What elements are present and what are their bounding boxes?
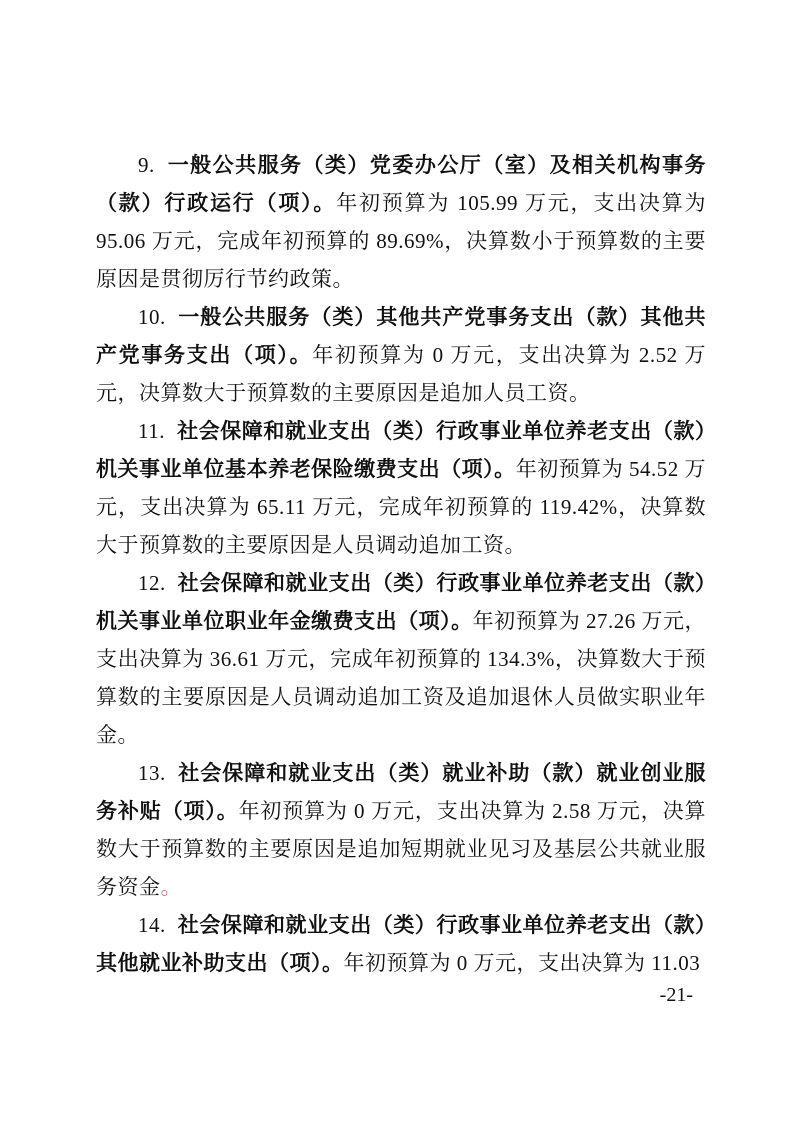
paragraph-heading: 一般公共服务（类）其他共产党事务支出（款）其他共产党事务支出（项）。 (96, 305, 706, 367)
paragraph-number: 14. (138, 913, 166, 937)
paragraph-number: 11. (138, 419, 165, 443)
paragraph-number: 10. (138, 305, 166, 329)
paragraph-body: 年初预算为 0 万元，支出决算为 2.58 万元，决算数大于预算数的主要原因是追加短期就业见习及基层公共就业服务资金 (96, 799, 706, 899)
paragraph-body: 年初预算为 54.52 万元，支出决算为 65.11 万元，完成年初预算的 119.42%，决算数大于预算数的主要原因是人员调动追加工资。 (96, 457, 707, 557)
paragraph-number: 9. (138, 153, 155, 177)
paragraph-number: 12. (138, 571, 166, 595)
paragraph-item-12 (96, 564, 706, 754)
paragraph-item-10 (96, 298, 706, 412)
paragraph-item-13 (96, 754, 706, 906)
paragraph-heading: 社会保障和就业支出（类）行政事业单位养老支出（款）机关事业单位基本养老保险缴费支出（项）。 (96, 419, 706, 481)
red-full-stop: 。 (160, 875, 182, 899)
paragraph-item-11 (96, 412, 706, 564)
paragraph-body: 年初预算为 27.26 万元，支出决算为 36.61 万元，完成年初预算的 134.3%，决算数大于预算数的主要原因是人员调动追加工资及追加退休人员做实职业年金。 (96, 609, 707, 747)
paragraph-heading: 一般公共服务（类）党委办公厅（室）及相关机构事务（款）行政运行（项）。 (96, 153, 706, 215)
paragraph-heading: 社会保障和就业支出（类）就业补助（款）就业创业服务补贴（项）。 (96, 761, 706, 823)
paragraph-number: 13. (138, 761, 166, 785)
document-body (96, 146, 706, 982)
paragraph-item-9 (96, 146, 706, 298)
paragraph-body: 年初预算为 0 万元，支出决算为 11.03 (343, 951, 701, 975)
paragraph-heading: 社会保障和就业支出（类）行政事业单位养老支出（款）机关事业单位职业年金缴费支出（项）。 (96, 571, 706, 633)
page-number: -21- (659, 984, 693, 1006)
paragraph-body: 年初预算为 105.99 万元，支出决算为 95.06 万元，完成年初预算的 89.69%，决算数小于预算数的主要原因是贯彻厉行节约政策。 (96, 191, 707, 291)
paragraph-item-14 (96, 906, 706, 982)
paragraph-heading: 社会保障和就业支出（类）行政事业单位养老支出（款）其他就业补助支出（项）。 (96, 913, 706, 975)
paragraph-body: 年初预算为 0 万元，支出决算为 2.52 万元，决算数大于预算数的主要原因是追加人员工资。 (96, 343, 707, 405)
